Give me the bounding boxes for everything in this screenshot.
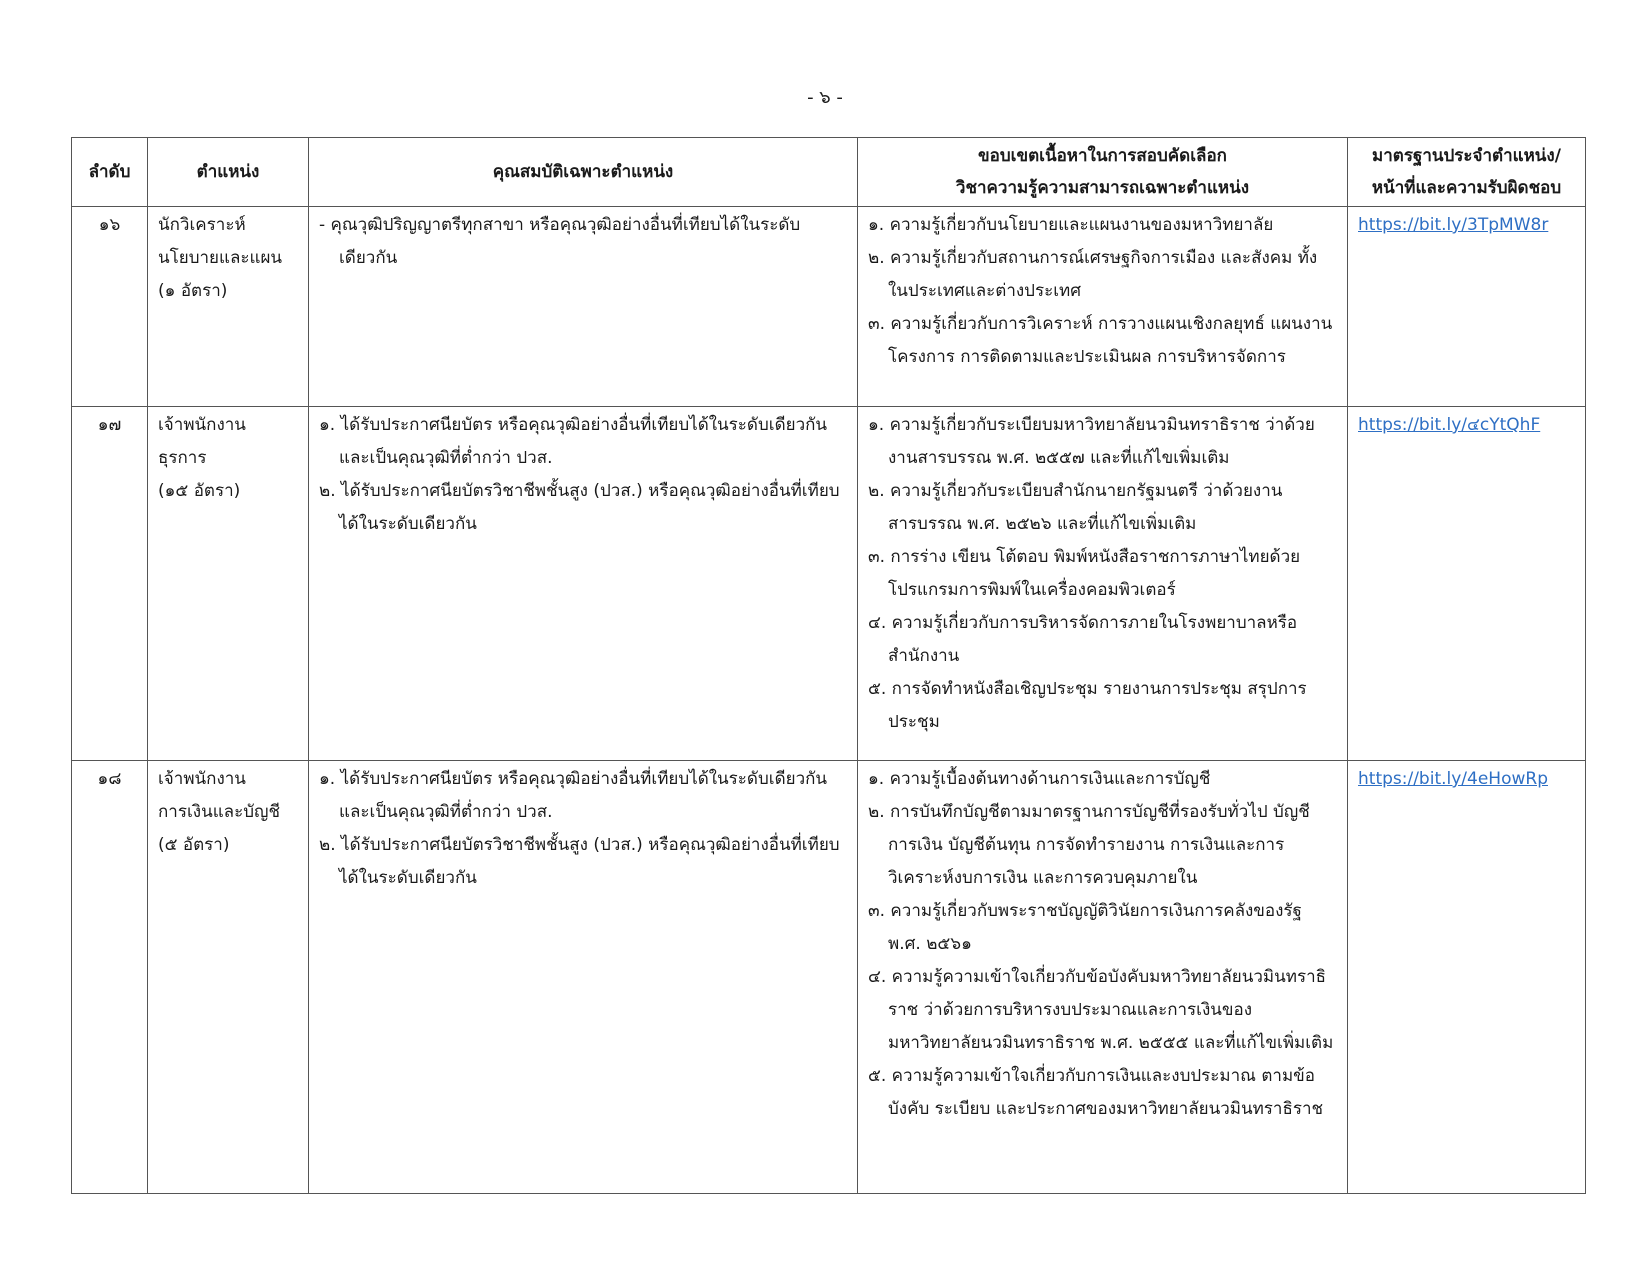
standard-link[interactable]: https://bit.ly/4eHowRp: [1358, 769, 1548, 789]
row-position: [148, 207, 309, 407]
position-line: การเงินและบัญชี: [158, 802, 281, 822]
position-line: (๕ อัตรา): [158, 835, 230, 855]
row-seq: ๑๘: [72, 761, 148, 1194]
qualification-item: ๒. ได้รับประกาศนียบัตรวิชาชีพชั้นสูง (ปวส.) หรือคุณวุฒิอย่างอื่นที่เทียบได้ในระดับเดียวกัน: [319, 835, 840, 888]
scope-item: ๑. ความรู้เกี่ยวกับระเบียบมหาวิทยาลัยนวมินทราธิราช ว่าด้วยงานสารบรรณ พ.ศ. ๒๕๕๗ และที่แก้ไขเพิ่มเติม: [868, 415, 1315, 468]
scope-item: ๔. ความรู้เกี่ยวกับการบริหารจัดการภายในโรงพยาบาลหรือสำนักงาน: [868, 613, 1298, 666]
header-seq: ลำดับ: [72, 138, 148, 207]
scope-item: ๕. การจัดทำหนังสือเชิญประชุม รายงานการประชุม สรุปการประชุม: [868, 679, 1307, 732]
row-scope: [858, 761, 1348, 1194]
qualification-item: - คุณวุฒิปริญญาตรีทุกสาขา หรือคุณวุฒิอย่างอื่นที่เทียบได้ในระดับเดียวกัน: [319, 215, 801, 268]
row-qualification: [309, 761, 858, 1194]
row-seq: ๑๖: [72, 207, 148, 407]
scope-item: ๓. การร่าง เขียน โต้ตอบ พิมพ์หนังสือราชการภาษาไทยด้วยโปรแกรมการพิมพ์ในเครื่องคอมพิวเตอร์: [868, 547, 1301, 600]
row-standard: [1348, 761, 1586, 1194]
row-qualification: [309, 407, 858, 761]
header-position: ตำแหน่ง: [148, 138, 309, 207]
page-number: - ๖ -: [807, 87, 843, 108]
scope-item: ๑. ความรู้เกี่ยวกับนโยบายและแผนงานของมหาวิทยาลัย: [868, 215, 1274, 235]
header-scope-line1: ขอบเขตเนื้อหาในการสอบคัดเลือก: [978, 146, 1227, 166]
scope-item: ๕. ความรู้ความเข้าใจเกี่ยวกับการเงินและงบประมาณ ตามข้อบังคับ ระเบียบ และประกาศของมหาวิทยาลัยนวมินทราธิราช: [868, 1066, 1324, 1119]
row-position: [148, 407, 309, 761]
qualification-item: ๒. ได้รับประกาศนียบัตรวิชาชีพชั้นสูง (ปวส.) หรือคุณวุฒิอย่างอื่นที่เทียบได้ในระดับเดียวกัน: [319, 481, 840, 534]
standard-link[interactable]: https://bit.ly/3TpMW8r: [1358, 215, 1549, 235]
header-qualification: คุณสมบัติเฉพาะตำแหน่ง: [309, 138, 858, 207]
scope-item: ๒. การบันทึกบัญชีตามมาตรฐานการบัญชีที่รองรับทั่วไป บัญชีการเงิน บัญชีต้นทุน การจัดทำรายงาน การเงินและการวิเคราะห์งบการเงิน และการควบคุมภายใน: [868, 802, 1310, 888]
header-standard: [1348, 138, 1586, 207]
scope-item: ๔. ความรู้ความเข้าใจเกี่ยวกับข้อบังคับมหาวิทยาลัยนวมินทราธิราช ว่าด้วยการบริหารงบประมาณและการเงินของมหาวิทยาลัยนวมินทราธิราช พ.ศ. ๒๕๕๕ และที่แก้ไขเพิ่มเติม: [868, 967, 1334, 1053]
table-header-row: [72, 138, 1586, 207]
scope-item: ๒. ความรู้เกี่ยวกับสถานการณ์เศรษฐกิจการเมือง และสังคม ทั้งในประเทศและต่างประเทศ: [868, 248, 1318, 301]
row-position: [148, 761, 309, 1194]
recruitment-table: [71, 137, 1586, 1194]
row-standard: [1348, 207, 1586, 407]
scope-item: ๒. ความรู้เกี่ยวกับระเบียบสำนักนายกรัฐมนตรี ว่าด้วยงานสารบรรณ พ.ศ. ๒๕๒๖ และที่แก้ไขเพิ่มเติม: [868, 481, 1283, 534]
position-line: (๑๕ อัตรา): [158, 481, 241, 501]
scope-item: ๓. ความรู้เกี่ยวกับการวิเคราะห์ การวางแผนเชิงกลยุทธ์ แผนงาน โครงการ การติดตามและประเมินผล การบริหารจัดการ: [868, 314, 1333, 367]
qualification-item: ๑. ได้รับประกาศนียบัตร หรือคุณวุฒิอย่างอื่นที่เทียบได้ในระดับเดียวกัน และเป็นคุณวุฒิที่ต่ำกว่า ปวส.: [319, 769, 828, 822]
row-standard: [1348, 407, 1586, 761]
scope-item: ๑. ความรู้เบื้องต้นทางด้านการเงินและการบัญชี: [868, 769, 1211, 789]
position-line: นักวิเคราะห์: [158, 215, 246, 235]
qualification-item: ๑. ได้รับประกาศนียบัตร หรือคุณวุฒิอย่างอื่นที่เทียบได้ในระดับเดียวกัน และเป็นคุณวุฒิที่ต่ำกว่า ปวส.: [319, 415, 828, 468]
scope-item: ๓. ความรู้เกี่ยวกับพระราชบัญญัติวินัยการเงินการคลังของรัฐ พ.ศ. ๒๕๖๑: [868, 901, 1302, 954]
table-row: [72, 761, 1586, 1194]
position-line: นโยบายและแผน: [158, 248, 283, 268]
table-row: [72, 207, 1586, 407]
row-scope: [858, 207, 1348, 407]
position-line: ธุรการ: [158, 448, 207, 468]
position-line: (๑ อัตรา): [158, 281, 228, 301]
position-line: เจ้าพนักงาน: [158, 415, 246, 435]
position-line: เจ้าพนักงาน: [158, 769, 246, 789]
header-standard-line2: หน้าที่และความรับผิดชอบ: [1371, 178, 1562, 198]
row-seq: ๑๗: [72, 407, 148, 761]
standard-link[interactable]: https://bit.ly/๔cYtQhF: [1358, 415, 1541, 435]
header-scope-line2: วิชาความรู้ความสามารถเฉพาะตำแหน่ง: [955, 178, 1250, 198]
table-row: [72, 407, 1586, 761]
row-scope: [858, 407, 1348, 761]
header-standard-line1: มาตรฐานประจำตำแหน่ง/: [1372, 146, 1561, 166]
header-scope: [858, 138, 1348, 207]
row-qualification: [309, 207, 858, 407]
